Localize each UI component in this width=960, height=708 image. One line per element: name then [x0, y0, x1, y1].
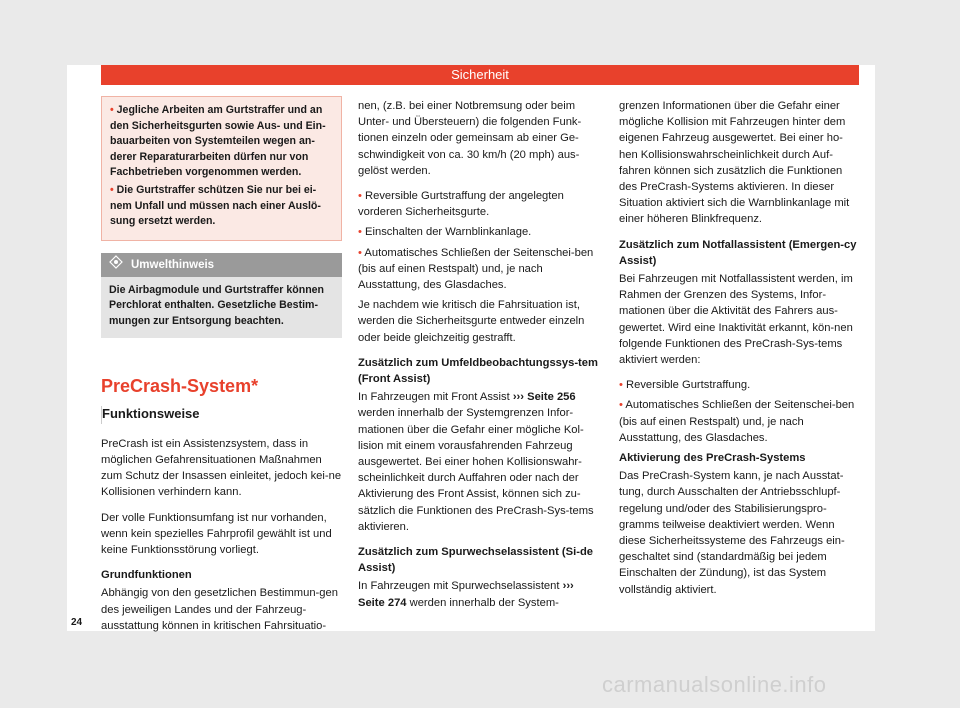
warning-text: Die Gurtstraffer schützen Sie nur bei ei-nem Unfall und müssen nach einer Auslö-sung ersetzt werden.	[110, 183, 321, 228]
section-subtitle: Funktionsweise	[101, 406, 342, 424]
paragraph: grenzen Informationen über die Gefahr einer mögliche Kollision mit Fahrzeugen hinter dem eigenen Fahrzeug ausgewertet. Bei einer ho-hen Kollisionswahrscheinlichkeit durch Auf-fahren können sich zusätzlich die Funktionen des PreCrash-Systems aktivieren. In dieser Situation aktiviert sich die Warnblinkanlage mit einer höheren Blinkfrequenz.	[619, 100, 850, 226]
paragraph: Der volle Funktionsumfang ist nur vorhanden, wenn kein spezielles Fahrprofil gewählt ist und keine Funktionsstörung vorliegt.	[101, 511, 332, 556]
environment-note	[101, 253, 342, 338]
environment-header	[101, 253, 342, 277]
paragraph: Das PreCrash-System kann, je nach Ausstat-tung, durch Ausschalten der Antriebsschlupf-regelung und/oder des Stabilisierungspro-gramms teilweise deaktiviert werden. Wenn diese Sicherheitssysteme des Fahrzeugs ein-geschaltet sind (standardmäßig bei jedem Einschalten der Zündung), ist das System vollständig aktiviert.	[619, 470, 845, 596]
page-number: 24	[71, 617, 83, 628]
list-item: • Automatisches Schließen der Seitenschei-ben (bis auf einen Restspalt) und, je nach Ausstattung, des Glasdaches.	[358, 246, 594, 292]
bullet-dot-icon: •	[619, 399, 626, 412]
list-item: • Reversible Gurtstraffung.	[619, 379, 751, 392]
list-item: • Einschalten der Warnblinkanlage.	[358, 226, 532, 239]
bullet-dot-icon: •	[110, 104, 117, 116]
bullet-dot-icon: •	[619, 379, 627, 392]
column-right	[619, 98, 859, 607]
subheading: Zusätzlich zum Umfeldbeobachtungssys-tem (Front Assist)	[358, 356, 598, 386]
warning-item	[110, 103, 333, 181]
warning-item	[110, 183, 333, 230]
subheading: Zusätzlich zum Spurwechselassistent (Si-de Assist)	[358, 546, 593, 575]
paragraph: In Fahrzeugen mit Spurwechselassistent ››› Seite 274 werden innerhalb der System-	[358, 580, 574, 609]
paragraph: PreCrash ist ein Assistenzsystem, dass in möglichen Gefahrensituationen Maßnahmen zum Schutz der Insassen einleitet, jedoch kei-ne Kollisionen verhindern kann.	[101, 437, 342, 499]
subheading: Aktivierung des PreCrash-Systems	[619, 452, 806, 465]
chapter-header: Sicherheit	[101, 65, 859, 85]
subheading: Grundfunktionen	[101, 569, 192, 582]
warning-box	[101, 96, 342, 241]
subheading: Zusätzlich zum Notfallassistent (Emergen-cy Assist)	[619, 238, 857, 267]
paragraph: In Fahrzeugen mit Front Assist ››› Seite 256 werden innerhalb der Systemgrenzen Infor-mationen über die Gefahr einer mögliche Kol-lision mit einem vorausfahrenden Fahrzeug ausgewertet. Bei einer hohen Kollisionswahr-scheinlichkeit durch Auffahren oder nach der Aktivierung des Front Assist, können sich zu-sätzlich die Funktionen des PreCrash-Sys-tems aktivieren.	[358, 391, 594, 533]
section-title: PreCrash-System*	[101, 375, 259, 396]
bullet-dot-icon: •	[358, 226, 366, 239]
environment-title: Umwelthinweis	[131, 258, 215, 271]
leaf-icon	[109, 255, 123, 274]
page-reference-link[interactable]: ››› Seite 274	[358, 580, 574, 609]
environment-text: Die Airbagmodule und Gurtstraffer können Perchlorat enthalten. Gesetzliche Bestim-mungen zur Entsorgung beachten.	[109, 283, 325, 327]
bullet-dot-icon: •	[358, 190, 366, 203]
paragraph: nen, (z.B. bei einer Notbremsung oder beim Unter- und Übersteuern) die folgenden Funk-tionen einzeln oder gemeinsam ab einer Ge-schwindigkeit von ca. 30 km/h (20 mph) aus-gelöst werden.	[358, 100, 582, 177]
list-item: • Reversible Gurtstraffung der angelegten vorderen Sicherheitsgurte.	[358, 190, 564, 219]
bullet-dot-icon: •	[358, 246, 365, 259]
column-middle	[358, 98, 601, 620]
warning-text: Jegliche Arbeiten am Gurtstraffer und an den Sicherheitsgurten sowie Aus- und Ein-bauarbeiten von Systemteilen wegen an-derer Reparaturarbeiten dürfen nur von Fachbetrieben vorgenommen werden.	[110, 104, 326, 179]
list-item: • Automatisches Schließen der Seitenschei-ben (bis auf einen Restspalt) und, je nach Ausstattung, des Glasdaches.	[619, 399, 855, 444]
page-reference-link[interactable]: ››› Seite 256	[512, 391, 576, 404]
paragraph: Abhängig von den gesetzlichen Bestimmun-gen des jeweiligen Landes und der Fahrzeug-ausstattung können in kritischen Fahrsituatio-	[101, 587, 338, 632]
bullet-dot-icon: •	[110, 183, 117, 196]
paragraph: Je nachdem wie kritisch die Fahrsituation ist, werden die Sicherheitsgurte entweder einzeln oder beide gleichzeitig gestrafft.	[358, 299, 585, 344]
column-left	[101, 96, 342, 643]
watermark: carmanualsonline.info	[602, 672, 827, 697]
paragraph: Bei Fahrzeugen mit Notfallassistent werden, im Rahmen der Grenzen des Systems, Infor-mationen über die Aktivität des Fahrers aus-gewertet. Wird eine Inaktivität erkannt, kön-nen folgende Funktionen des PreCrash-Sys-tems aktiviert werden:	[619, 273, 853, 367]
